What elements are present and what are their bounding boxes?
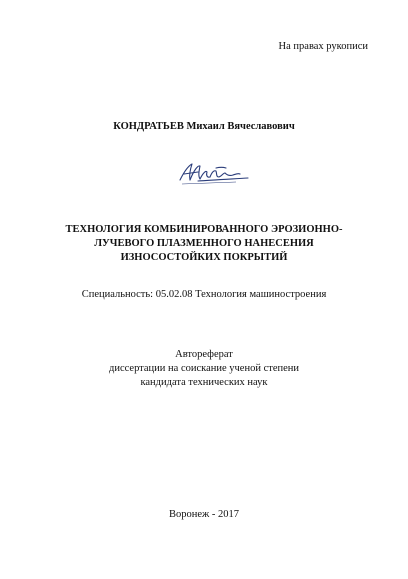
- abstract-line: диссертации на соискание ученой степени: [109, 363, 299, 374]
- rights-note: На правах рукописи: [278, 41, 368, 52]
- abstract-line: кандидата технических наук: [140, 377, 268, 388]
- specialty-line: Специальность: 05.02.08 Технология машиностроения: [81, 289, 327, 300]
- author-name: КОНДРАТЬЕВ Михаил Вячеславович: [113, 121, 295, 132]
- abstract-block: [0, 348, 408, 390]
- city-year: Воронеж - 2017: [168, 509, 240, 520]
- dissertation-title: [0, 223, 408, 265]
- title-line: ЛУЧЕВОГО ПЛАЗМЕННОГО НАНЕСЕНИЯ: [94, 238, 314, 249]
- abstract-line: Автореферат: [175, 349, 233, 360]
- title-line: ТЕХНОЛОГИЯ КОМБИНИРОВАННОГО ЭРОЗИОННО-: [65, 224, 343, 235]
- signature-image: [176, 160, 254, 186]
- title-line: ИЗНОСОСТОЙКИХ ПОКРЫТИЙ: [120, 252, 288, 263]
